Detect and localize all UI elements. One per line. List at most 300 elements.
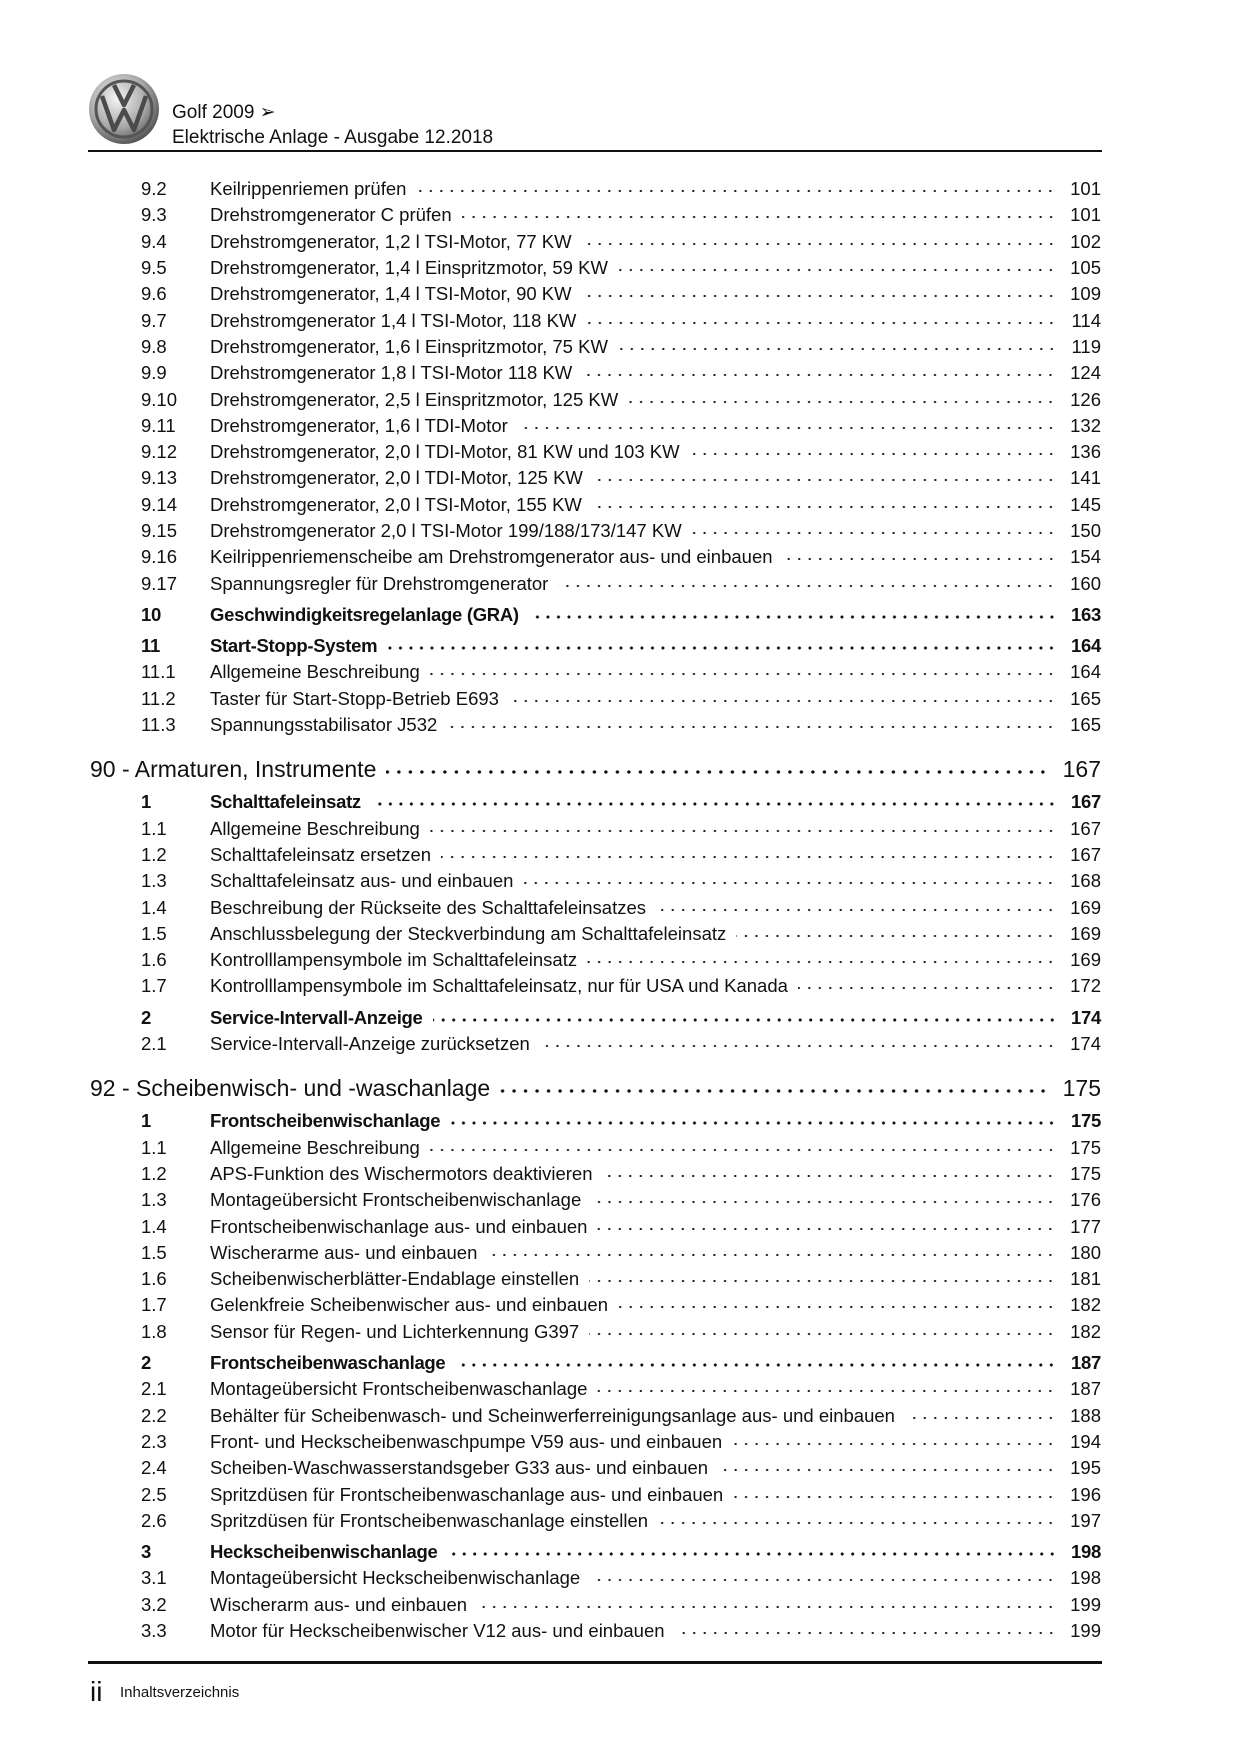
dot-leader	[718, 1466, 1056, 1474]
dot-leader	[658, 1519, 1056, 1527]
dot-leader	[450, 1119, 1057, 1127]
toc-section[interactable]	[0, 1350, 1240, 1376]
toc-entry[interactable]	[0, 1319, 1240, 1345]
dot-leader	[430, 827, 1056, 835]
toc-entry[interactable]	[0, 413, 1240, 439]
entry-title-group	[210, 949, 1066, 971]
toc-entry[interactable]	[0, 1618, 1240, 1644]
entry-title: Spannungsstabilisator J532	[210, 714, 438, 736]
entry-title-group	[90, 1075, 1059, 1102]
entry-title: Schalttafeleinsatz aus- und einbauen	[210, 870, 514, 892]
entry-title-group	[210, 791, 1067, 813]
toc-entry[interactable]	[0, 360, 1240, 386]
entry-title: Allgemeine Beschreibung	[210, 817, 420, 839]
dot-leader	[586, 319, 1057, 327]
entry-title: Drehstromgenerator 1,8 l TSI-Motor 118 KW	[210, 362, 573, 384]
entry-title-group	[210, 1268, 1066, 1290]
header-subtitle: Elektrische Anlage - Ausgabe 12.2018	[172, 127, 494, 148]
entry-title: Motor für Heckscheibenwischer V12 aus- und einbauen	[210, 1619, 665, 1641]
entry-page: 101	[1070, 178, 1101, 200]
entry-number: 1.3	[141, 870, 167, 892]
entry-title-group	[210, 415, 1066, 437]
entry-title-group	[210, 1189, 1066, 1211]
entry-title: Drehstromgenerator, 1,4 l Einspritzmotor, 59 KW	[210, 257, 608, 279]
entry-number: 1.8	[141, 1320, 167, 1342]
entry-number: 1.5	[141, 1241, 167, 1263]
entry-title-group	[210, 661, 1066, 683]
entry-page: 175	[1062, 1074, 1101, 1101]
toc-entry[interactable]	[0, 229, 1240, 255]
entry-page: 176	[1070, 1189, 1101, 1211]
entry-page: 141	[1070, 467, 1101, 489]
toc-entry[interactable]	[0, 544, 1240, 570]
entry-page: 167	[1070, 843, 1101, 865]
entry-title: Kontrolllampensymbole im Schalttafeleinsatz	[210, 949, 578, 971]
toc-chapter[interactable]	[0, 754, 1240, 784]
entry-title-group	[210, 1033, 1066, 1055]
entry-title-group	[210, 1457, 1066, 1479]
entry-title: Drehstromgenerator, 1,6 l TDI-Motor	[210, 414, 508, 436]
toc-entry[interactable]	[0, 1402, 1240, 1428]
entry-title-group	[210, 257, 1066, 279]
entry-title: Gelenkfreie Scheibenwischer aus- und einbauen	[210, 1294, 609, 1316]
toc-entry[interactable]	[0, 465, 1240, 491]
entry-page: 198	[1071, 1541, 1101, 1563]
toc-section[interactable]	[0, 1108, 1240, 1134]
entry-number: 1.7	[141, 1294, 167, 1316]
dot-leader	[462, 213, 1056, 221]
entry-number: 2.1	[141, 1378, 167, 1400]
entry-title: APS-Funktion des Wischermotors deaktivieren	[210, 1162, 593, 1184]
entry-title-group	[210, 1321, 1066, 1343]
entry-title-group	[210, 923, 1066, 945]
entry-number: 9.15	[141, 520, 178, 541]
entry-number: 2.4	[141, 1457, 167, 1479]
entry-number: 1.7	[141, 975, 167, 997]
entry-page: 175	[1071, 1110, 1101, 1132]
entry-title-group	[210, 467, 1066, 489]
entry-title-group	[210, 573, 1066, 595]
entry-page: 145	[1070, 493, 1101, 515]
entry-page: 175	[1070, 1136, 1101, 1158]
toc-entry[interactable]	[0, 973, 1240, 999]
entry-number: 9.8	[141, 335, 167, 357]
entry-title-group	[210, 1294, 1066, 1316]
toc-entry[interactable]	[0, 921, 1240, 947]
toc-entry[interactable]	[0, 307, 1240, 333]
entry-number: 2.1	[141, 1033, 167, 1055]
entry-page: 177	[1070, 1215, 1101, 1237]
entry-title: Taster für Start-Stopp-Betrieb E693	[210, 687, 499, 709]
entry-number: 1.6	[141, 949, 167, 971]
dot-leader	[591, 1198, 1056, 1206]
dot-leader	[602, 1172, 1056, 1180]
dot-leader	[592, 503, 1056, 511]
entry-number: 3.1	[141, 1567, 167, 1589]
entry-title-group	[210, 635, 1067, 657]
toc-entry[interactable]	[0, 492, 1240, 518]
entry-title: Drehstromgenerator 2,0 l TSI-Motor 199/188/173/147 KW	[210, 520, 682, 541]
entry-number: 9.2	[141, 178, 167, 200]
dot-leader	[447, 723, 1056, 731]
entry-number: 9.3	[141, 204, 167, 226]
toc-entry[interactable]	[0, 868, 1240, 894]
entry-page: 169	[1070, 949, 1101, 971]
entry-title-group	[210, 714, 1066, 736]
entry-title-group	[90, 756, 1059, 783]
entry-number: 1.4	[141, 896, 167, 918]
entry-title: Keilrippenriemenscheibe am Drehstromgenerator aus- und einbauen	[210, 546, 773, 568]
entry-title-group	[210, 1484, 1066, 1506]
entry-title: Front- und Heckscheibenwaschpumpe V59 aus- und einbauen	[210, 1430, 723, 1452]
entry-title: Schalttafeleinsatz	[210, 791, 361, 813]
entry-title-group	[210, 975, 1066, 997]
entry-title: Spannungsregler für Drehstromgenerator	[210, 572, 549, 594]
entry-title: Frontscheibenwischanlage aus- und einbauen	[210, 1215, 588, 1237]
toc-entry[interactable]	[0, 1481, 1240, 1507]
vw-logo	[88, 72, 160, 146]
dot-leader	[732, 1440, 1056, 1448]
dot-leader	[582, 292, 1056, 300]
entry-number: 11.3	[141, 714, 176, 736]
entry-page: 195	[1070, 1457, 1101, 1479]
entry-page: 169	[1070, 922, 1101, 944]
entry-title: Beschreibung der Rückseite des Schalttafeleinsatzes	[210, 896, 647, 918]
toc-entry[interactable]	[0, 1135, 1240, 1161]
entry-page: 136	[1070, 441, 1101, 463]
entry-title: Behälter für Scheibenwasch- und Scheinwerferreinigungsanlage aus- und einbauen	[210, 1404, 895, 1426]
entry-title-group	[210, 520, 1066, 542]
toc-entry[interactable]	[0, 842, 1240, 868]
entry-title-group	[210, 310, 1067, 332]
entry-page: 168	[1070, 870, 1101, 892]
entry-title: Allgemeine Beschreibung	[210, 661, 420, 683]
entry-title-group	[210, 1541, 1067, 1563]
entry-number: 11.1	[141, 661, 176, 683]
dot-leader	[455, 1361, 1057, 1369]
entry-number: 11.2	[141, 687, 176, 709]
toc-entry[interactable]	[0, 1187, 1240, 1213]
entry-page: 165	[1070, 687, 1101, 709]
entry-title: Drehstromgenerator, 2,5 l Einspritzmotor, 125 KW	[210, 388, 619, 410]
entry-number: 1.2	[141, 843, 167, 865]
entry-number: 1.1	[141, 1136, 167, 1158]
dot-leader	[628, 398, 1056, 406]
entry-title-group	[210, 1163, 1066, 1185]
entry-title-group	[210, 1007, 1067, 1029]
entry-title-group	[210, 1242, 1066, 1264]
entry-number: 9.6	[141, 283, 167, 305]
entry-page: 182	[1070, 1320, 1101, 1342]
entry-page: 150	[1070, 520, 1101, 541]
dot-leader	[582, 240, 1056, 248]
entry-number: 9.5	[141, 257, 167, 279]
entry-number: 9.9	[141, 362, 167, 384]
entry-title: Spritzdüsen für Frontscheibenwaschanlage aus- und einbauen	[210, 1483, 724, 1505]
entry-title: Wischerarm aus- und einbauen	[210, 1593, 468, 1615]
toc-entry[interactable]	[0, 334, 1240, 360]
entry-page: 126	[1070, 388, 1101, 410]
toc-section[interactable]	[0, 1005, 1240, 1031]
entry-title: Scheiben-Waschwasserstandsgeber G33 aus- und einbauen	[210, 1457, 709, 1479]
entry-number: 3.2	[141, 1593, 167, 1615]
entry-number: 2.6	[141, 1509, 167, 1531]
entry-number: 9.17	[141, 572, 178, 594]
entry-title-group	[210, 494, 1066, 516]
entry-number: 1.2	[141, 1162, 167, 1184]
toc-entry[interactable]	[0, 386, 1240, 412]
entry-number: 2	[141, 1352, 151, 1374]
entry-page: 160	[1070, 572, 1101, 594]
entry-title-group	[210, 897, 1066, 919]
toc-entry[interactable]	[0, 1266, 1240, 1292]
toc-section[interactable]	[0, 789, 1240, 815]
entry-title: Drehstromgenerator, 2,0 l TDI-Motor, 81 KW und 103 KW	[210, 441, 680, 463]
entry-number: 1.6	[141, 1268, 167, 1290]
entry-title: Montageübersicht Frontscheibenwischanlage	[210, 1189, 582, 1211]
entry-title-group	[210, 178, 1066, 200]
entry-number: 2.5	[141, 1483, 167, 1505]
entry-page: 180	[1070, 1241, 1101, 1263]
entry-title: Drehstromgenerator, 2,0 l TSI-Motor, 155 KW	[210, 493, 582, 515]
entry-number: 2.3	[141, 1430, 167, 1452]
entry-page: 124	[1070, 362, 1101, 384]
entry-page: 182	[1070, 1294, 1101, 1316]
dot-leader	[618, 345, 1057, 353]
dot-leader	[589, 1277, 1056, 1285]
toc-entry[interactable]	[0, 281, 1240, 307]
footer-page-number: ii	[90, 1676, 103, 1707]
entry-title: Drehstromgenerator C prüfen	[210, 204, 452, 226]
entry-number: 9.10	[141, 388, 178, 410]
entry-title-group	[210, 336, 1067, 358]
entry-title-group	[210, 1378, 1066, 1400]
toc-entry[interactable]	[0, 1455, 1240, 1481]
entry-title: Schalttafeleinsatz ersetzen	[210, 843, 432, 865]
entry-number: 10	[141, 603, 161, 625]
dot-leader	[690, 450, 1056, 458]
entry-title: Drehstromgenerator, 1,2 l TSI-Motor, 77 KW	[210, 230, 572, 252]
dot-leader	[656, 906, 1056, 914]
toc-entry[interactable]	[0, 570, 1240, 596]
entry-title: Spritzdüsen für Frontscheibenwaschanlage einstellen	[210, 1509, 649, 1531]
toc-entry[interactable]	[0, 1240, 1240, 1266]
entry-page: 109	[1070, 283, 1101, 305]
toc-section[interactable]	[0, 633, 1240, 659]
entry-title-group	[210, 604, 1067, 626]
entry-number: 9.7	[141, 309, 167, 331]
dot-leader	[500, 1087, 1049, 1095]
toc-entry[interactable]	[0, 202, 1240, 228]
entry-title: Montageübersicht Frontscheibenwaschanlage	[210, 1378, 588, 1400]
entry-title: Anschlussbelegung der Steckverbindung am Schalttafeleinsatz	[210, 922, 727, 944]
dot-leader	[597, 1225, 1056, 1233]
dot-leader	[558, 582, 1056, 590]
entry-title: Scheibenwischerblätter-Endablage einstellen	[210, 1268, 580, 1290]
entry-page: 187	[1070, 1378, 1101, 1400]
entry-title-group	[210, 283, 1066, 305]
entry-title-group	[210, 1431, 1066, 1453]
entry-page: 175	[1070, 1162, 1101, 1184]
entry-number: 9.16	[141, 546, 178, 568]
entry-page: 172	[1070, 975, 1101, 997]
entry-page: 169	[1070, 896, 1101, 918]
entry-number: 9.12	[141, 441, 178, 463]
entry-number: 1.5	[141, 922, 167, 944]
entry-number: 1.3	[141, 1189, 167, 1211]
dot-leader	[430, 1146, 1056, 1154]
entry-number: 9.14	[141, 493, 178, 515]
entry-title-group	[210, 818, 1066, 840]
entry-page: 199	[1070, 1593, 1101, 1615]
entry-page: 174	[1070, 1033, 1101, 1055]
toc-entry[interactable]	[0, 712, 1240, 738]
entry-page: 164	[1071, 635, 1101, 657]
entry-number: 3	[141, 1541, 151, 1563]
entry-page: 187	[1071, 1352, 1101, 1374]
dot-leader	[477, 1603, 1056, 1611]
entry-title-group	[210, 1620, 1066, 1642]
entry-number: 2.2	[141, 1404, 167, 1426]
dot-leader	[905, 1414, 1056, 1422]
toc-entry[interactable]	[0, 518, 1240, 544]
entry-title: Sensor für Regen- und Lichterkennung G397	[210, 1320, 580, 1342]
dot-leader	[509, 697, 1056, 705]
toc-entry[interactable]	[0, 686, 1240, 712]
entry-page: 102	[1070, 230, 1101, 252]
entry-page: 167	[1070, 817, 1101, 839]
toc-entry[interactable]	[0, 439, 1240, 465]
entry-page: 188	[1070, 1404, 1101, 1426]
entry-title-group	[210, 1110, 1067, 1132]
entry-title: Frontscheibenwischanlage	[210, 1110, 441, 1132]
entry-page: 167	[1062, 755, 1101, 782]
entry-page: 198	[1070, 1567, 1101, 1589]
entry-title-group	[210, 389, 1066, 411]
dot-leader	[448, 1550, 1057, 1558]
toc-entry[interactable]	[0, 1565, 1240, 1591]
entry-page: 181	[1070, 1268, 1101, 1290]
entry-title-group	[210, 1510, 1066, 1532]
dot-leader	[529, 613, 1057, 621]
dot-leader	[441, 853, 1056, 861]
entry-title: Frontscheibenwaschanlage	[210, 1352, 446, 1374]
entry-title-group	[210, 1352, 1067, 1374]
entry-page: 154	[1070, 546, 1101, 568]
entry-title: Montageübersicht Heckscheibenwischanlage	[210, 1567, 581, 1589]
entry-title-group	[210, 546, 1066, 568]
entry-title: Drehstromgenerator 1,4 l TSI-Motor, 118 KW	[210, 309, 577, 331]
dot-leader	[675, 1629, 1056, 1637]
entry-number: 9.11	[141, 414, 176, 436]
entry-page: 105	[1070, 257, 1101, 279]
toc-entry[interactable]	[0, 1161, 1240, 1187]
dot-leader	[736, 932, 1056, 940]
entry-title-group	[210, 844, 1066, 866]
entry-number: 11	[141, 635, 160, 657]
toc-entry[interactable]	[0, 1592, 1240, 1618]
entry-title: 90 - Armaturen, Instrumente	[90, 755, 377, 782]
toc-section[interactable]	[0, 1539, 1240, 1565]
dot-leader	[430, 670, 1056, 678]
toc-entry[interactable]	[0, 1508, 1240, 1534]
entry-page: 164	[1070, 661, 1101, 683]
toc-entry[interactable]	[0, 816, 1240, 842]
entry-title: Heckscheibenwischanlage	[210, 1541, 438, 1563]
dot-leader	[518, 424, 1056, 432]
entry-title: Keilrippenriemen prüfen	[210, 178, 407, 200]
toc-chapter[interactable]	[0, 1073, 1240, 1103]
entry-title: Service-Intervall-Anzeige zurücksetzen	[210, 1033, 530, 1055]
dot-leader	[692, 529, 1056, 537]
entry-number: 1	[141, 791, 151, 813]
toc-section[interactable]	[0, 602, 1240, 628]
footer-section: Inhaltsverzeichnis	[120, 1684, 240, 1701]
toc-entry[interactable]	[0, 659, 1240, 685]
toc-entry[interactable]	[0, 947, 1240, 973]
dot-leader	[387, 644, 1057, 652]
dot-leader	[416, 187, 1056, 195]
header-divider	[88, 150, 1102, 152]
dot-leader	[618, 1303, 1056, 1311]
toc-entry[interactable]	[0, 894, 1240, 920]
entry-number: 2	[141, 1006, 151, 1028]
entry-title-group	[210, 870, 1066, 892]
dot-leader	[582, 371, 1056, 379]
toc-entry[interactable]	[0, 1376, 1240, 1402]
entry-page: 119	[1071, 335, 1101, 357]
entry-title: Drehstromgenerator, 2,0 l TDI-Motor, 125 KW	[210, 467, 583, 489]
entry-title: Allgemeine Beschreibung	[210, 1136, 420, 1158]
dot-leader	[593, 476, 1056, 484]
toc-entry[interactable]	[0, 255, 1240, 281]
toc-entry[interactable]	[0, 1031, 1240, 1057]
entry-page: 167	[1071, 791, 1101, 813]
dot-leader	[433, 1016, 1057, 1024]
entry-number: 9.4	[141, 230, 167, 252]
footer-divider	[88, 1661, 1102, 1664]
dot-leader	[597, 1387, 1056, 1395]
dot-leader	[783, 555, 1056, 563]
entry-page: 194	[1070, 1430, 1101, 1452]
entry-page: 174	[1071, 1006, 1101, 1028]
entry-title: Wischerarme aus- und einbauen	[210, 1241, 478, 1263]
entry-page: 101	[1070, 204, 1101, 226]
entry-title-group	[210, 688, 1066, 710]
dot-leader	[589, 1330, 1056, 1338]
entry-title-group	[210, 1594, 1066, 1616]
entry-title: Drehstromgenerator, 1,6 l Einspritzmotor, 75 KW	[210, 335, 608, 357]
dot-leader	[590, 1576, 1056, 1584]
header-title: Golf 2009 ➢	[172, 102, 276, 123]
entry-title: Service-Intervall-Anzeige	[210, 1006, 423, 1028]
entry-title-group	[210, 204, 1066, 226]
entry-page: 196	[1070, 1483, 1101, 1505]
entry-page: 163	[1071, 603, 1101, 625]
entry-number: 1.1	[141, 817, 167, 839]
entry-number: 3.3	[141, 1619, 167, 1641]
toc-entry[interactable]	[0, 1292, 1240, 1318]
entry-title-group	[210, 231, 1066, 253]
dot-leader	[371, 800, 1057, 808]
toc-entry[interactable]	[0, 1213, 1240, 1239]
toc-entry[interactable]	[0, 176, 1240, 202]
entry-number: 1	[141, 1110, 151, 1132]
entry-page: 132	[1070, 414, 1101, 436]
dot-leader	[587, 958, 1056, 966]
toc-entry[interactable]	[0, 1429, 1240, 1455]
dot-leader	[540, 1042, 1056, 1050]
